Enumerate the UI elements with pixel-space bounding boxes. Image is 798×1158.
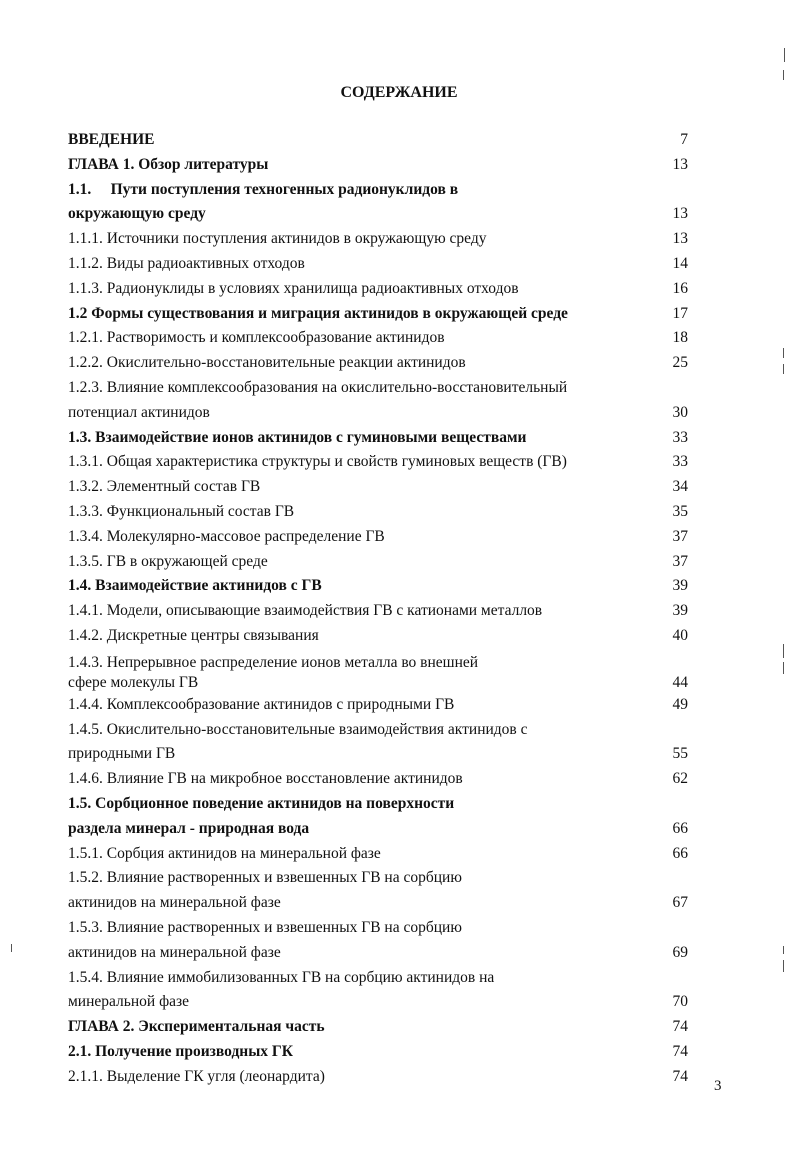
scan-artifact <box>783 946 784 954</box>
toc-entry-page: 13 <box>672 205 688 223</box>
scan-artifact <box>783 960 784 972</box>
scan-artifact <box>783 644 784 658</box>
toc-entry-label: минеральной фазе <box>68 993 189 1011</box>
toc-entry-page: 7 <box>680 131 688 148</box>
toc-entry-label: 1.2.1. Растворимость и комплексообразование актинидов <box>68 329 445 347</box>
toc-entry <box>68 500 688 525</box>
toc-entry-label: 1.1.3. Радионуклиды в условиях хранилища радиоактивных отходов <box>68 279 519 297</box>
toc-entry-label: 1.3.3. Функциональный состав ГВ <box>68 502 295 520</box>
toc-entry-label: 1.5. Сорбционное поведение актинидов на поверхности <box>68 794 455 812</box>
toc-entry <box>68 866 688 891</box>
toc-entry-page: 34 <box>672 478 688 496</box>
toc-entry-label: 1.3. Взаимодействие ионов актинидов с гуминовыми веществами <box>68 428 527 446</box>
toc-entry-label: 2.1. Получение производных ГК <box>68 1042 294 1060</box>
toc-entry-page: 44 <box>672 673 688 691</box>
scan-artifact <box>783 70 784 80</box>
toc-entry <box>68 916 688 941</box>
toc-entry <box>68 475 688 500</box>
toc-entry-label: 1.5.1. Сорбция актинидов на минеральной фазе <box>68 844 381 862</box>
toc-entry-label: 1.2 Формы существования и миграция актинидов в окружающей среде <box>68 304 568 322</box>
toc-entry-label: ГЛАВА 2. Экспериментальная часть <box>68 1018 325 1036</box>
toc-entry-page: 39 <box>672 577 688 595</box>
toc-entry-label: 1.2.3. Влияние комплексообразования на окислительно-восстановительный <box>68 378 568 396</box>
toc-entry-label: 1.1.1. Источники поступления актинидов в окружающую среду <box>68 230 487 248</box>
toc-entry <box>68 599 688 624</box>
toc-entry-label: 1.1. Пути поступления техногенных радионуклидов в <box>68 180 459 198</box>
toc-entry <box>68 742 688 767</box>
toc-entry-label: 1.5.4. Влияние иммобилизованных ГВ на сорбцию актинидов на <box>68 968 495 986</box>
toc-entry-page: 55 <box>672 745 688 763</box>
toc-entry <box>68 401 688 426</box>
toc-entry <box>68 302 688 327</box>
toc-entry <box>68 128 688 153</box>
toc-entry <box>68 624 688 649</box>
toc-entry-page: 40 <box>672 626 688 644</box>
toc-entry <box>68 941 688 966</box>
toc-entry-page: 49 <box>672 695 688 713</box>
toc-entry-label: 1.2.2. Окислительно-восстановительные реакции актинидов <box>68 354 466 372</box>
toc-entry-page: 35 <box>672 502 688 520</box>
toc-entry-label: 1.5.3. Влияние растворенных и взвешенных ГВ на сорбцию <box>68 918 462 936</box>
toc-entry <box>68 891 688 916</box>
page-number: 3 <box>714 1078 722 1094</box>
toc-entry <box>68 693 688 718</box>
toc-entry-label: 1.3.4. Молекулярно-массовое распределение ГВ <box>68 527 385 545</box>
toc-entry-page: 17 <box>672 304 688 322</box>
toc-entry-page: 33 <box>672 453 688 471</box>
toc-entry <box>68 252 688 277</box>
toc-entry-label: сфере молекулы ГВ <box>68 673 199 691</box>
toc-entry-page: 67 <box>672 894 688 912</box>
toc-entry-page: 62 <box>672 770 688 788</box>
toc-entry-label: ГЛАВА 1. Обзор литературы <box>68 155 269 173</box>
toc-entry <box>68 1040 688 1065</box>
toc-entry <box>68 990 688 1015</box>
scan-artifact <box>783 364 784 374</box>
table-of-contents <box>68 128 688 1089</box>
scan-artifact <box>11 944 12 952</box>
toc-entry-page: 33 <box>672 428 688 446</box>
toc-entry-page: 39 <box>672 602 688 620</box>
toc-entry-label: 1.4.1. Модели, описывающие взаимодействия ГВ с катионами металлов <box>68 602 543 620</box>
toc-entry <box>68 1065 688 1090</box>
toc-entry <box>68 426 688 451</box>
toc-entry <box>68 718 688 743</box>
toc-entry-label: 1.4.6. Влияние ГВ на микробное восстановление актинидов <box>68 770 463 788</box>
toc-entry <box>68 376 688 401</box>
toc-entry-label: 1.3.5. ГВ в окружающей среде <box>68 552 268 570</box>
toc-entry <box>68 673 688 693</box>
toc-entry-page: 30 <box>672 403 688 421</box>
toc-entry-label: актинидов на минеральной фазе <box>68 943 281 961</box>
scan-artifact <box>784 48 785 62</box>
toc-entry-label: 1.4.4. Комплексообразование актинидов с природными ГВ <box>68 695 455 713</box>
toc-entry-page: 74 <box>672 1042 688 1060</box>
toc-entry <box>68 574 688 599</box>
toc-entry-page: 70 <box>672 993 688 1011</box>
toc-entry-page: 16 <box>672 279 688 297</box>
toc-entry <box>68 202 688 227</box>
toc-entry-page: 74 <box>672 1018 688 1036</box>
toc-entry-page: 74 <box>672 1067 688 1085</box>
toc-entry-label: 1.5.2. Влияние растворенных и взвешенных ГВ на сорбцию <box>68 869 462 887</box>
toc-entry-label: природными ГВ <box>68 745 176 763</box>
toc-entry <box>68 178 688 203</box>
scan-artifact <box>783 348 784 358</box>
toc-entry <box>68 277 688 302</box>
toc-entry-page: 69 <box>672 943 688 961</box>
toc-entry-label: 1.4.5. Окислительно-восстановительные взаимодействия актинидов с <box>68 720 528 738</box>
scan-artifact <box>783 662 784 674</box>
toc-entry <box>68 525 688 550</box>
page-title: СОДЕРЖАНИЕ <box>340 84 458 101</box>
toc-entry-page: 18 <box>672 329 688 347</box>
toc-entry <box>68 550 688 575</box>
toc-entry <box>68 966 688 991</box>
toc-entry <box>68 653 688 673</box>
toc-entry-label: окружающую среду <box>68 205 206 223</box>
toc-entry <box>68 792 688 817</box>
toc-entry <box>68 767 688 792</box>
toc-entry-page: 37 <box>672 552 688 570</box>
toc-entry <box>68 1015 688 1040</box>
toc-entry-label: раздела минерал - природная вода <box>68 819 310 837</box>
toc-entry-page: 13 <box>672 230 688 248</box>
toc-entry-page: 14 <box>672 254 688 272</box>
toc-entry-label: 1.4.2. Дискретные центры связывания <box>68 626 319 644</box>
toc-entry-page: 13 <box>672 155 688 173</box>
toc-entry-label: актинидов на минеральной фазе <box>68 894 281 912</box>
toc-entry <box>68 842 688 867</box>
toc-entry-label: 2.1.1. Выделение ГК угля (леонардита) <box>68 1067 325 1085</box>
toc-entry-page: 66 <box>672 844 688 862</box>
toc-entry <box>68 153 688 178</box>
toc-entry-label: ВВЕДЕНИЕ <box>68 131 155 148</box>
toc-entry-label: 1.4.3. Непрерывное распределение ионов металла во внешней <box>68 653 479 671</box>
toc-entry <box>68 326 688 351</box>
toc-entry-label: 1.1.2. Виды радиоактивных отходов <box>68 254 305 272</box>
toc-entry-label: 1.3.2. Элементный состав ГВ <box>68 478 261 496</box>
toc-entry-page: 66 <box>672 819 688 837</box>
toc-entry <box>68 227 688 252</box>
toc-entry-page: 37 <box>672 527 688 545</box>
toc-entry <box>68 450 688 475</box>
toc-entry-label: потенциал актинидов <box>68 403 210 421</box>
toc-entry <box>68 817 688 842</box>
toc-entry-label: 1.3.1. Общая характеристика структуры и свойств гуминовых веществ (ГВ) <box>68 453 567 471</box>
toc-entry-label: 1.4. Взаимодействие актинидов с ГВ <box>68 577 322 595</box>
toc-entry <box>68 351 688 376</box>
toc-entry-page: 25 <box>672 354 688 372</box>
